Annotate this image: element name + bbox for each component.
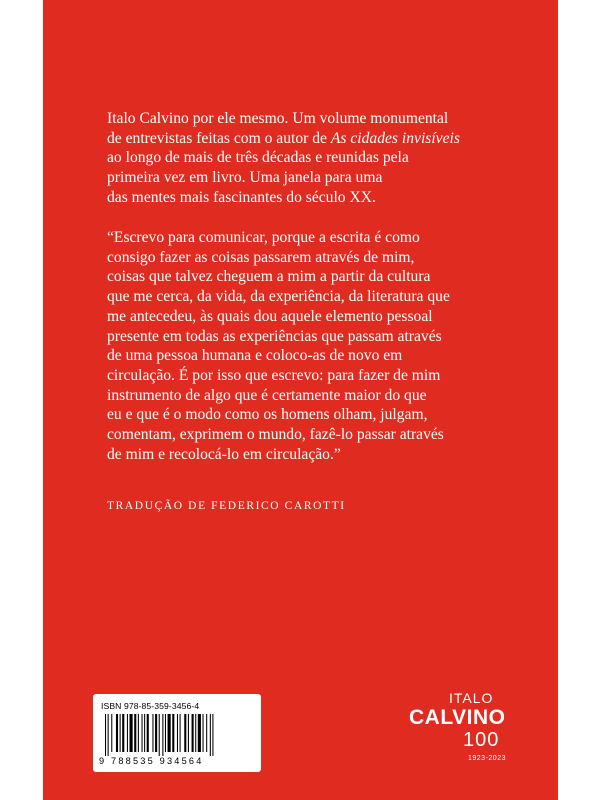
quote-line: de uma pessoa humana e coloco-as de novo em bbox=[107, 347, 403, 365]
barcode-bar bbox=[188, 714, 189, 752]
intro-line-text: de entrevistas feitas com o autor de bbox=[107, 129, 327, 147]
book-title-italic: As cidades invisíveis bbox=[330, 129, 460, 147]
quote-line: que me cerca, da vida, da experiência, da literatura que bbox=[107, 288, 450, 306]
quote-line: me antecedeu, às quais dou aquele elemento pessoal bbox=[107, 307, 433, 325]
quote-line: consigo fazer as coisas passarem através de mim, bbox=[107, 248, 415, 266]
barcode-bar bbox=[105, 714, 106, 756]
barcode-bars bbox=[105, 714, 253, 756]
barcode-bar bbox=[180, 714, 181, 752]
barcode-bar bbox=[192, 714, 194, 752]
barcode-bar bbox=[144, 714, 145, 752]
barcode-bar bbox=[172, 714, 174, 752]
quote-line: “Escrevo para comunicar, porque a escrita é como bbox=[107, 229, 420, 246]
quote-line: presente em todas as experiências que passam através bbox=[107, 327, 442, 345]
intro-line: ao longo de mais de três décadas e reunidas pela bbox=[107, 149, 409, 167]
barcode-bar bbox=[142, 714, 143, 752]
barcode-bar bbox=[177, 714, 178, 752]
barcode-bar bbox=[147, 714, 149, 752]
barcode-bar bbox=[155, 714, 157, 752]
barcode-bar bbox=[203, 714, 204, 752]
intro-line bbox=[107, 129, 507, 149]
quote-line: de mim e recolocá-lo em circulação.” bbox=[107, 445, 341, 463]
barcode-bar bbox=[198, 714, 201, 752]
barcode-bar bbox=[210, 714, 211, 756]
barcode-bar bbox=[134, 714, 136, 752]
quote-line: comentam, exprimem o mundo, fazê-lo passar através bbox=[107, 426, 444, 444]
barcode-bar bbox=[165, 714, 166, 752]
intro-paragraph bbox=[107, 109, 507, 208]
logo-italo: ITALO bbox=[449, 690, 494, 706]
logo-100: 100 bbox=[463, 729, 500, 751]
quote-line: circulação. É por isso que escrevo: para fazer de mim bbox=[107, 366, 441, 384]
barcode-bar bbox=[152, 714, 153, 752]
barcode-bar bbox=[116, 714, 118, 752]
quote-line: eu e que é o modo como os homens olham, julgam, bbox=[107, 406, 428, 424]
barcode-bar bbox=[138, 714, 139, 752]
quote-line: coisas que talvez cheguem a mim a partir da cultura bbox=[107, 268, 431, 286]
book-back-cover bbox=[43, 0, 558, 800]
barcode-bar bbox=[127, 714, 128, 752]
barcode-bar bbox=[212, 714, 213, 756]
barcode-bar bbox=[162, 714, 163, 756]
barcode-bar bbox=[159, 714, 160, 756]
intro-line: primeira vez em livro. Uma janela para uma bbox=[107, 169, 383, 187]
barcode-bar bbox=[168, 714, 171, 752]
quote-line: instrumento de algo que é certamente maior do que bbox=[107, 386, 427, 404]
barcode-bar bbox=[206, 714, 207, 752]
intro-line: Italo Calvino por ele mesmo. Um volume monumental bbox=[107, 110, 449, 127]
logo-years: 1923-2023 bbox=[468, 755, 506, 762]
translation-credit: TRADUÇÃO DE FEDERICO CAROTTI bbox=[107, 500, 346, 512]
intro-line: das mentes mais fascinantes do século XX. bbox=[107, 188, 376, 206]
barcode-bar bbox=[120, 714, 121, 752]
isbn-barcode bbox=[93, 694, 261, 772]
barcode-bar bbox=[111, 714, 112, 752]
barcode-bar bbox=[184, 714, 186, 752]
barcode-bar bbox=[122, 714, 124, 752]
logo-calvino: CALVINO bbox=[409, 706, 506, 729]
barcode-bar bbox=[130, 714, 133, 752]
barcode-bar bbox=[195, 714, 196, 752]
isbn-label: ISBN 978-85-359-3456-4 bbox=[101, 701, 200, 711]
author-quote bbox=[107, 228, 507, 464]
italo-calvino-100-logo bbox=[409, 690, 534, 770]
barcode-bar bbox=[108, 714, 109, 756]
barcode-digits: 9 788535 934564 bbox=[99, 756, 204, 766]
